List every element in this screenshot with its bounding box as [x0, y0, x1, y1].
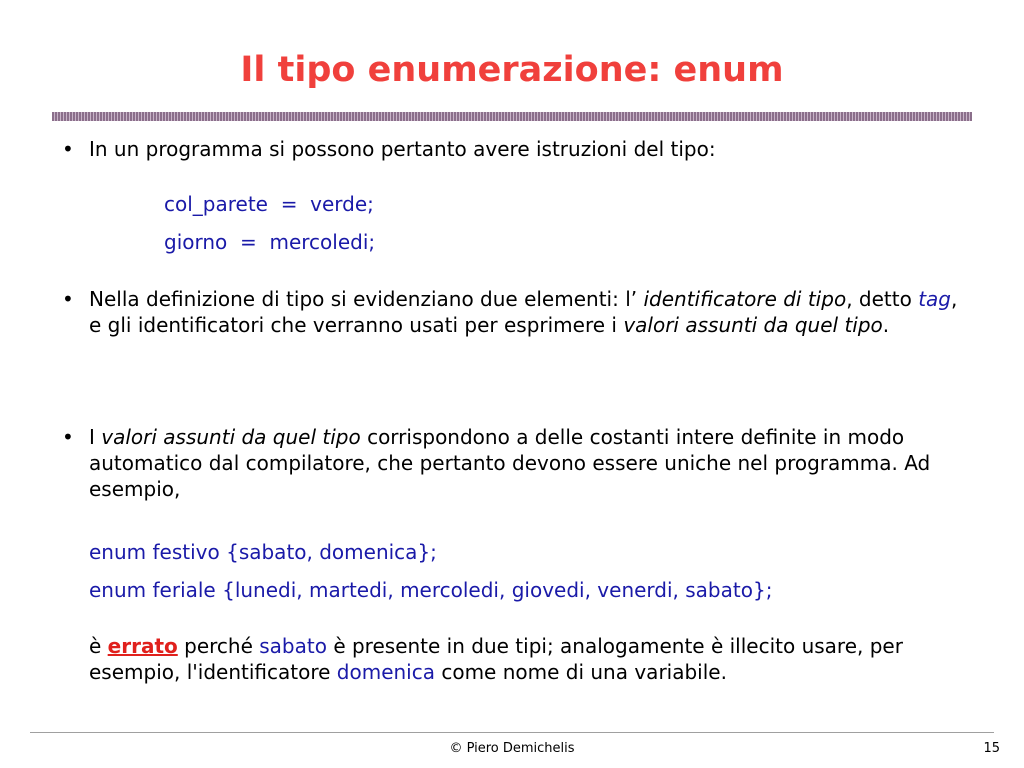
term-identificatore-di-tipo: identificatore di tipo [643, 287, 847, 311]
term-tag: tag [918, 287, 951, 311]
code-line-assign-color: col_parete = verde; [164, 192, 374, 216]
domenica-identifier: domenica [336, 660, 435, 684]
bullet-2-text: Nella definizione di tipo si evidenziano due elementi: l’ identificatore di tipo, detto tag, e gli identificatori che verranno usati per esprimere i valori assunti da quel tipo. [89, 287, 958, 337]
code-line-enum-feriale: enum feriale {lunedi, martedi, mercoledi, giovedi, venerdi, sabato}; [89, 578, 773, 602]
slide-title: Il tipo enumerazione: enum [240, 50, 784, 90]
term-valori-assunti-2: valori assunti da quel tipo [101, 425, 361, 449]
footer-credit: © Piero Demichelis [449, 741, 575, 756]
bullet-3-text: I valori assunti da quel tipo corrispondono a delle costanti intere definite in modo automatico dal compilatore, che pertanto devono essere uniche nel programma. Ad esempio, [89, 425, 931, 501]
bullet-icon: • [62, 425, 74, 449]
code-line-assign-day: giorno = mercoledi; [164, 230, 376, 254]
term-valori-assunti: valori assunti da quel tipo [623, 313, 883, 337]
code-line-enum-festivo: enum festivo {sabato, domenica}; [89, 540, 437, 564]
title-divider [52, 112, 972, 121]
sabato-identifier: sabato [259, 634, 327, 658]
bullet-icon: • [62, 287, 74, 311]
errato-label: errato [107, 634, 178, 658]
page-number: 15 [983, 741, 1000, 756]
bullet-1-text: In un programma si possono pertanto avere istruzioni del tipo: [89, 137, 716, 161]
conclusion-text: è errato perché sabato è presente in due tipi; analogamente è illecito usare, per esempio, l'identificatore domenica come nome di una variabile. [89, 634, 903, 684]
footer-divider [30, 732, 994, 733]
bullet-icon: • [62, 137, 74, 161]
